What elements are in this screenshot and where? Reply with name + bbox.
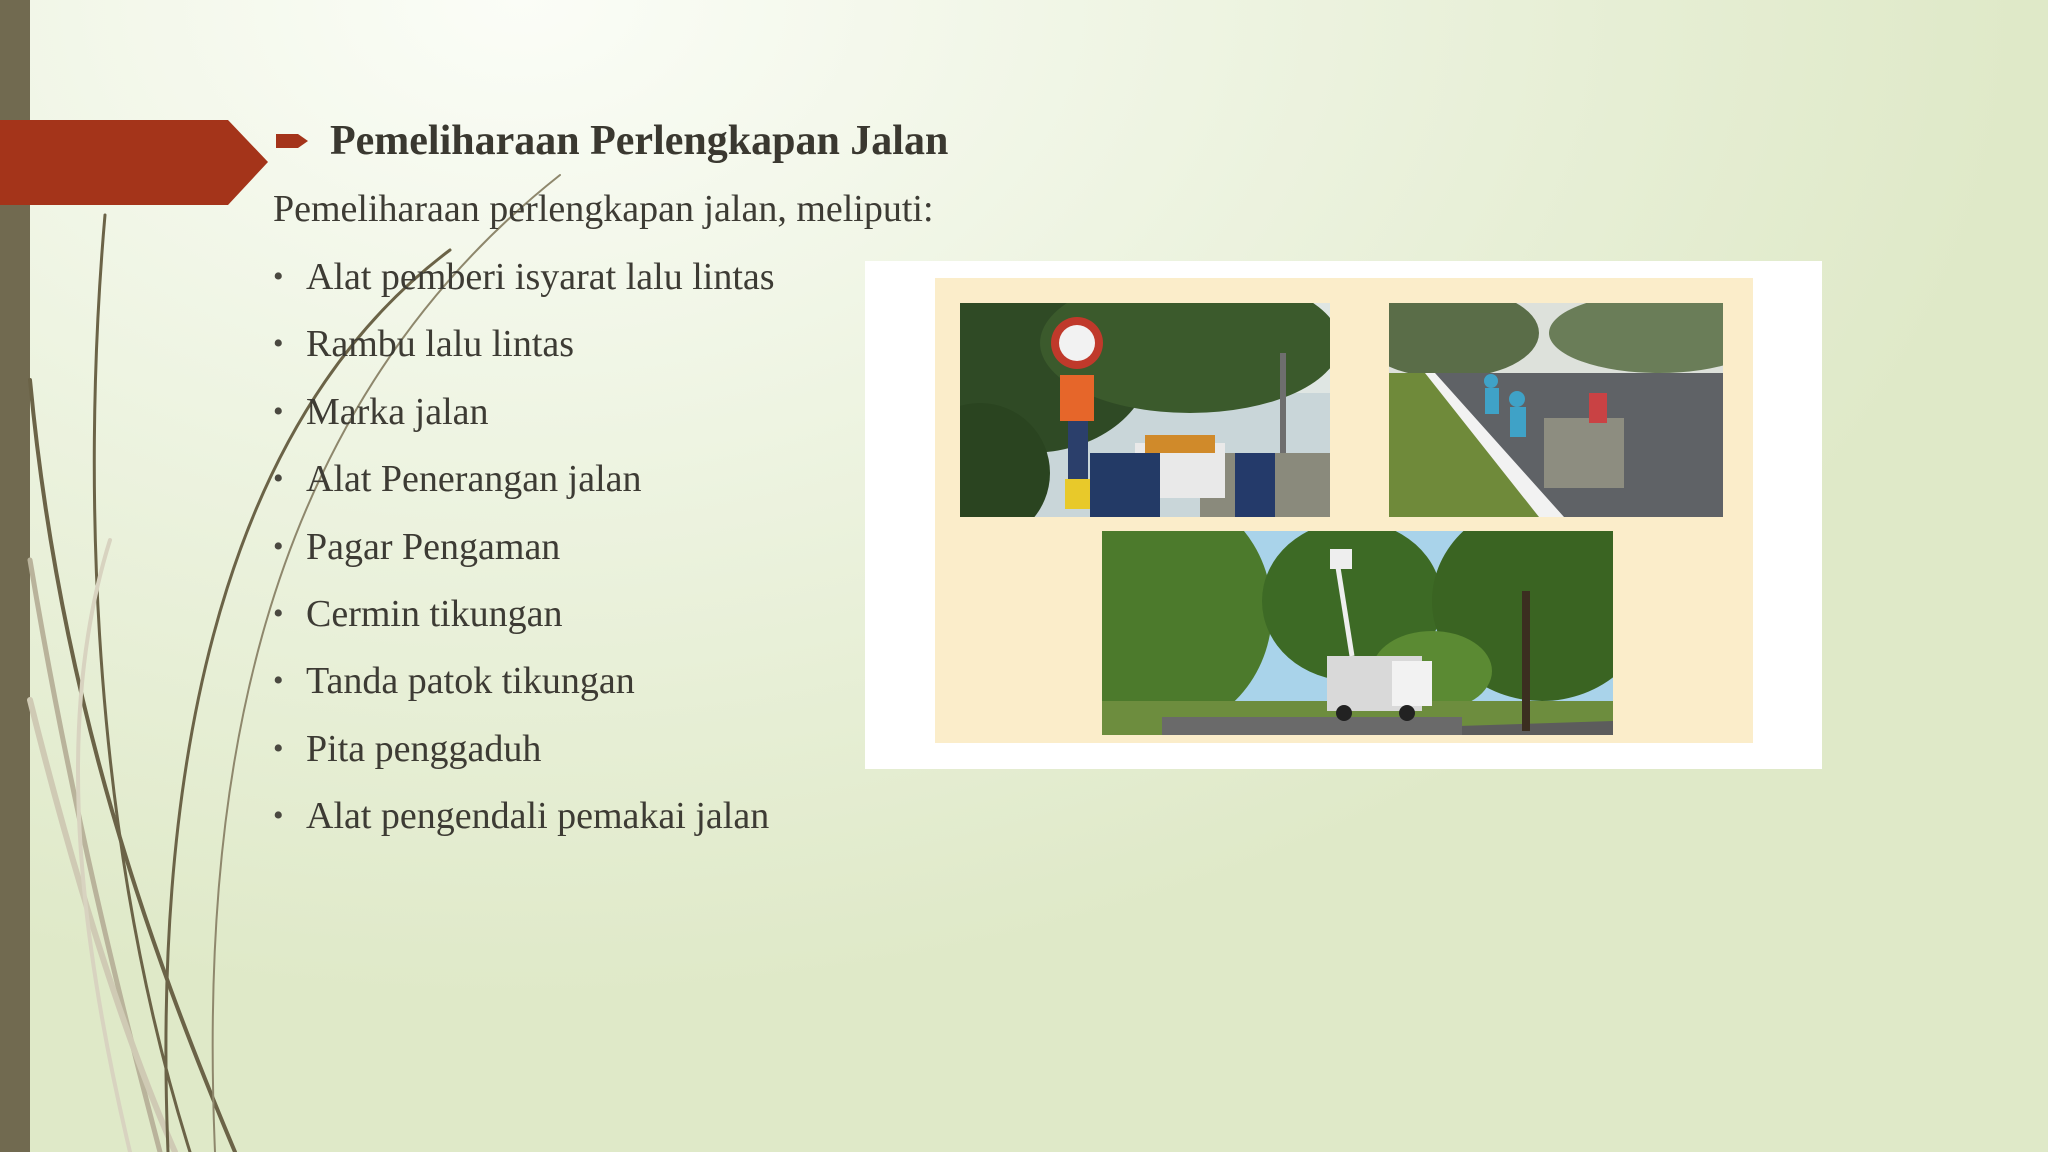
list-item-text: Alat pemberi isyarat lalu lintas bbox=[306, 256, 775, 298]
photo-road-marking bbox=[1389, 303, 1723, 517]
accent-tab bbox=[0, 120, 268, 205]
list-item bbox=[273, 456, 775, 523]
heading-row bbox=[276, 112, 948, 170]
photo-collage bbox=[865, 261, 1822, 769]
photo-sign-maintenance bbox=[960, 303, 1330, 517]
list-item-text: Cermin tikungan bbox=[306, 592, 563, 635]
bullet-dot: • bbox=[273, 596, 284, 630]
bullet-dot: • bbox=[273, 529, 284, 563]
bullet-dot: • bbox=[273, 731, 284, 765]
list-item bbox=[273, 726, 775, 793]
list-item bbox=[273, 658, 775, 725]
bullet-dot: • bbox=[273, 799, 284, 833]
list-item-text: Alat pengendali pemakai jalan bbox=[306, 795, 770, 838]
list-item bbox=[273, 793, 775, 860]
list-item bbox=[273, 321, 775, 388]
arrow-bullet-icon bbox=[276, 130, 310, 152]
bullet-dot: • bbox=[273, 462, 284, 496]
list-item bbox=[273, 254, 775, 321]
list-item-text: Pagar Pengaman bbox=[306, 525, 561, 568]
list-item-text: Rambu lalu lintas bbox=[306, 323, 575, 366]
intro-text: Pemeliharaan perlengkapan jalan, meliputi: bbox=[273, 188, 934, 230]
bullet-dot: • bbox=[273, 394, 284, 428]
list-item-text: Pita penggaduh bbox=[306, 727, 542, 770]
bullet-dot: • bbox=[273, 260, 284, 293]
list-item-text: Alat Penerangan jalan bbox=[306, 458, 642, 501]
list-item bbox=[273, 389, 775, 456]
bullet-dot: • bbox=[273, 327, 284, 361]
list-item bbox=[273, 591, 775, 658]
photo-tree-trimming bbox=[1102, 531, 1613, 735]
bullet-list bbox=[273, 254, 775, 861]
bullet-dot: • bbox=[273, 664, 284, 698]
list-item bbox=[273, 524, 775, 591]
list-item-text: Marka jalan bbox=[306, 390, 489, 433]
slide-heading: Pemeliharaan Perlengkapan Jalan bbox=[330, 118, 949, 164]
list-item-text: Tanda patok tikungan bbox=[306, 660, 635, 703]
